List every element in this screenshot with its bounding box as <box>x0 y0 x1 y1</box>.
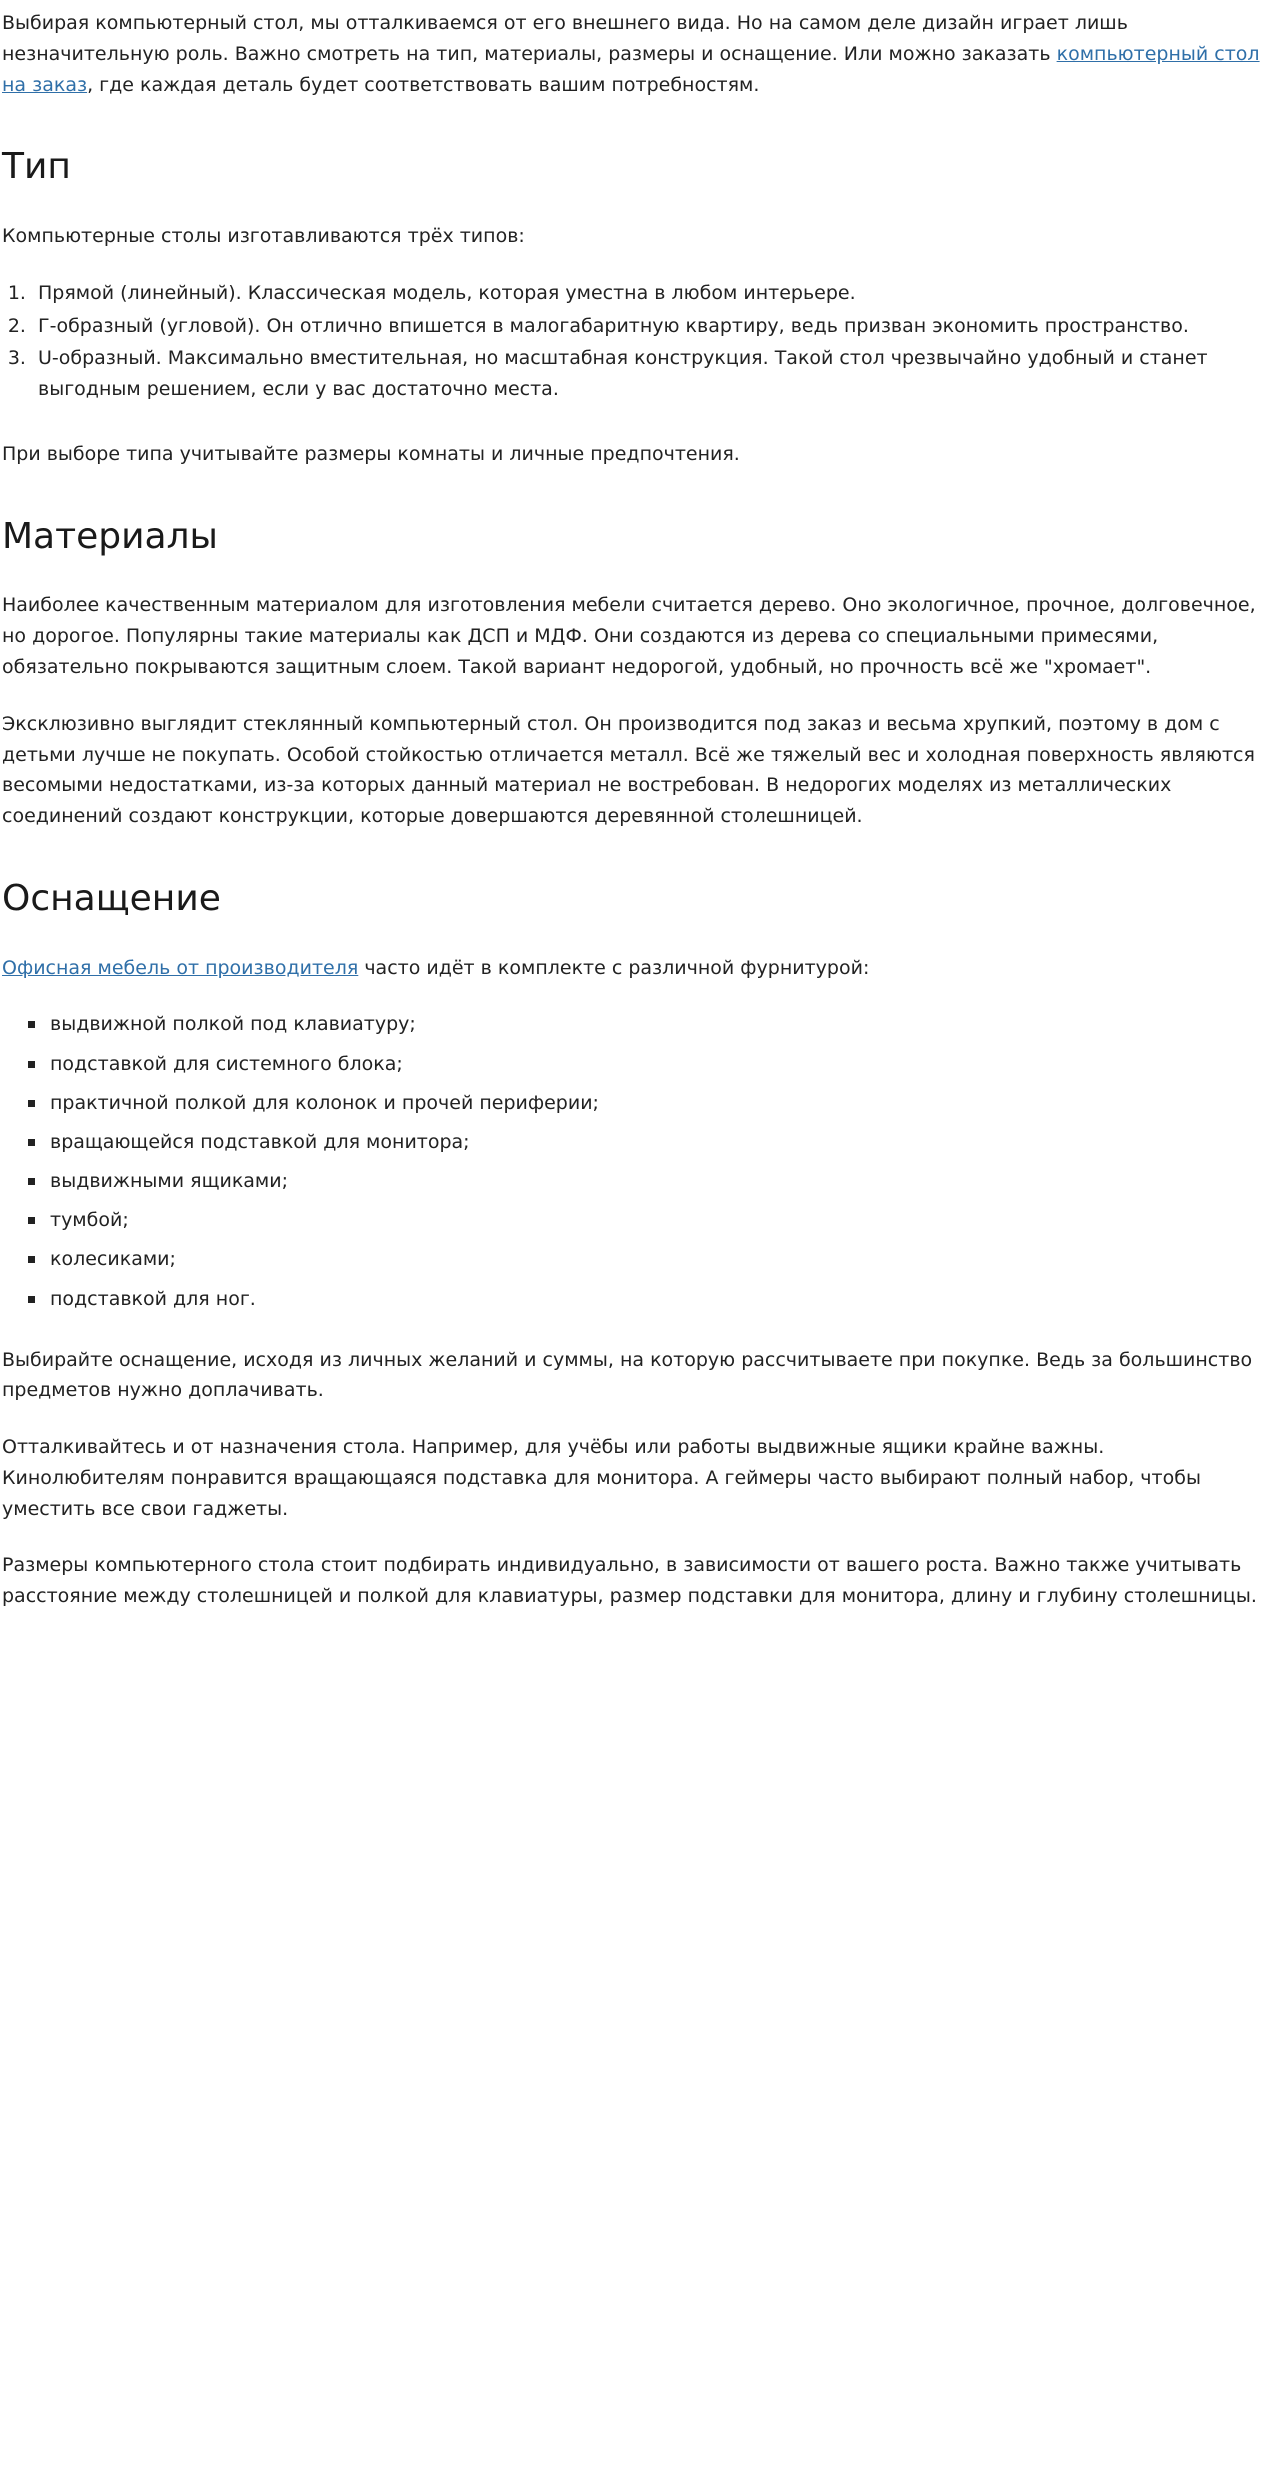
section-heading-type: Тип <box>2 146 71 188</box>
list-item: тумбой; <box>28 1205 1260 1236</box>
list-item: 2. Г-образный (угловой). Он отлично впишется в малогабаритную квартиру, ведь призван экономить пространство. <box>32 311 1260 342</box>
list-item: 1. Прямой (линейный). Классическая модель, которая уместна в любом интерьере. <box>32 278 1260 309</box>
list-item: 3. U-образный. Максимально вместительная, но масштабная конструкция. Такой стол чрезвычайно удобный и станет выгодным решением, если у вас достаточно места. <box>32 343 1260 405</box>
materials-paragraph-2: Эксклюзивно выглядит стеклянный компьютерный стол. Он производится под заказ и весьма хрупкий, поэтому в дом с детьми лучше не покупать. Особой стойкостью отличается металл. Всё же тяжелый вес и холодная поверхность являются весомыми недостатками, из-за которых данный материал не востребован. В недорогих моделях из металлических соединений создают конструкции, которые довершаются деревянной столешницей. <box>2 712 1255 828</box>
equipment-lead-rest: часто идёт в комплекте с различной фурнитурой: <box>358 956 870 979</box>
type-list <box>2 278 1260 405</box>
list-item: подставкой для системного блока; <box>28 1049 1260 1080</box>
equipment-list <box>2 1009 1260 1314</box>
list-item: практичной полкой для колонок и прочей периферии; <box>28 1088 1260 1119</box>
intro-paragraph <box>2 8 1260 100</box>
intro-text-part2: , где каждая деталь будет соответствовать вашим потребностям. <box>87 73 760 96</box>
equipment-lead-paragraph <box>2 953 1260 984</box>
list-item: выдвижными ящиками; <box>28 1166 1260 1197</box>
list-item: колесиками; <box>28 1244 1260 1275</box>
office-furniture-link[interactable]: Офисная мебель от производителя <box>2 956 359 979</box>
list-item: вращающейся подставкой для монитора; <box>28 1127 1260 1158</box>
equipment-paragraph-1: Выбирайте оснащение, исходя из личных желаний и суммы, на которую рассчитываете при покупке. Ведь за большинство предметов нужно доплачивать. <box>2 1348 1253 1402</box>
equipment-paragraph-3: Размеры компьютерного стола стоит подбирать индивидуально, в зависимости от вашего роста. Важно также учитывать расстояние между столешницей и полкой для клавиатуры, размер подставки для монитора, длину и глубину столешницы. <box>2 1554 1257 1608</box>
list-item: подставкой для ног. <box>28 1284 1260 1315</box>
materials-paragraph-1: Наиболее качественным материалом для изготовления мебели считается дерево. Оно экологичное, прочное, долговечное, но дорогое. Популярны такие материалы как ДСП и МДФ. Они создаются из дерева со специальными примесями, обязательно покрываются защитным слоем. Такой вариант недорогой, удобный, но прочность всё же "хромает". <box>2 594 1256 679</box>
custom-desk-link[interactable]: компьютерный стол на заказ <box>2 42 1260 96</box>
section-heading-equipment: Оснащение <box>2 877 221 919</box>
section-heading-materials: Материалы <box>2 515 218 557</box>
list-item: выдвижной полкой под клавиатуру; <box>28 1009 1260 1040</box>
intro-text-part1: Выбирая компьютерный стол, мы отталкиваемся от его внешнего вида. Но на самом деле дизайн играет лишь незначительную роль. Важно смотреть на тип, материалы, размеры и оснащение. Или можно заказать <box>2 12 1128 65</box>
type-lead-paragraph: Компьютерные столы изготавливаются трёх типов: <box>2 225 525 248</box>
spacer <box>2 431 1260 439</box>
equipment-paragraph-2: Отталкивайтесь и от назначения стола. Например, для учёбы или работы выдвижные ящики крайне важны. Кинолюбителям понравится вращающаяся подставка для монитора. А геймеры часто выбирают полный набор, чтобы уместить все свои гаджеты. <box>2 1436 1201 1520</box>
type-closing-paragraph: При выборе типа учитывайте размеры комнаты и личные предпочтения. <box>2 442 740 465</box>
